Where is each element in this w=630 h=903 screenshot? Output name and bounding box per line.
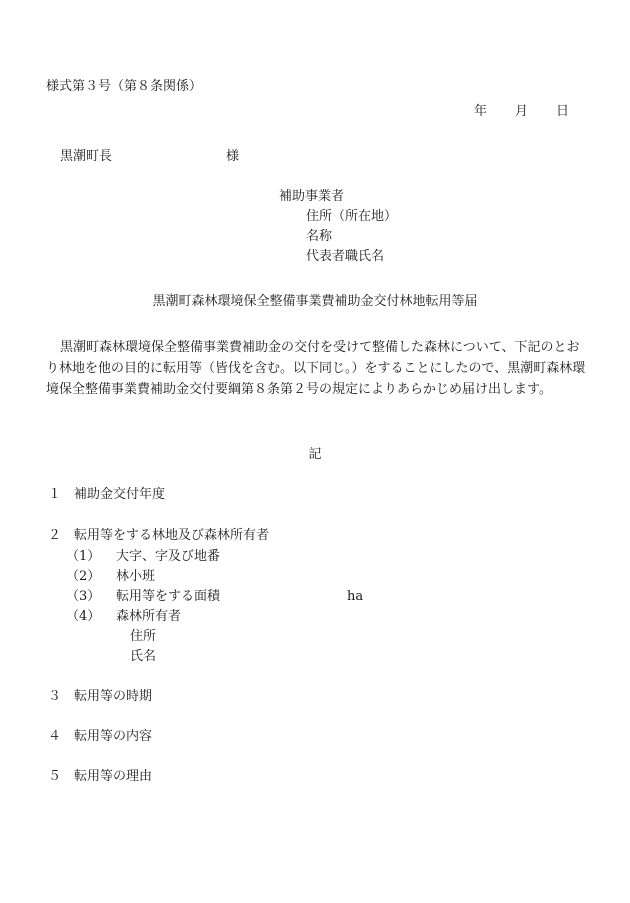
document-title: 黒潮町森林環境保全整備事業費補助金交付林地転用等届 (152, 294, 478, 309)
item-4-label: 転用等の内容 (74, 729, 153, 744)
item-5-number: ５ (48, 769, 62, 784)
form-number: 様式第３号（第８条関係） (46, 79, 203, 94)
ki-heading: 記 (308, 447, 322, 462)
item-2-sub1-label: 大字、字及び地番 (116, 549, 221, 564)
item-2-sub4-number: （4） (66, 609, 101, 624)
item-2-number: ２ (48, 528, 62, 543)
item-5-label: 転用等の理由 (74, 769, 153, 784)
applicant-representative: 代表者職氏名 (306, 249, 385, 264)
item-3-label: 転用等の時期 (74, 689, 153, 704)
date-year: 年 (474, 104, 488, 119)
item-2-sub2-label: 林小班 (116, 569, 156, 584)
body-paragraph: 黒潮町森林環境保全整備事業費補助金の交付を受けて整備した森林について、下記のとおり林地を他の目的に転用等（皆伐を含む。以下同じ。）をすることにしたので、黒潮町森林環境保全整備事業費補助金交付要綱第８条第２号の規定によりあらかじめ届け出します。 (46, 340, 586, 397)
item-2-sub3-number: （3） (66, 589, 101, 604)
item-3-number: ３ (48, 689, 62, 704)
item-4-number: ４ (48, 729, 62, 744)
item-2-sub1-number: （1） (66, 549, 101, 564)
applicant-address: 住所（所在地） (306, 209, 398, 224)
item-2-sub4-name: 氏名 (130, 649, 157, 664)
item-2-sub4-label: 森林所有者 (116, 609, 182, 624)
item-2-sub3-unit: ha (347, 589, 364, 604)
item-1-number: １ (48, 487, 62, 502)
item-1-label: 補助金交付年度 (74, 487, 166, 502)
applicant-heading: 補助事業者 (279, 189, 345, 204)
date-day: 日 (556, 104, 570, 119)
item-2-sub2-number: （2） (66, 569, 101, 584)
item-2-sub4-address: 住所 (130, 629, 157, 644)
applicant-name: 名称 (306, 229, 333, 244)
date-month: 月 (515, 104, 529, 119)
addressee-honorific: 様 (226, 149, 240, 164)
addressee-name: 黒潮町長 (60, 149, 113, 164)
item-2-label: 転用等をする林地及び森林所有者 (74, 528, 270, 543)
item-2-sub3-label: 転用等をする面積 (116, 589, 221, 604)
